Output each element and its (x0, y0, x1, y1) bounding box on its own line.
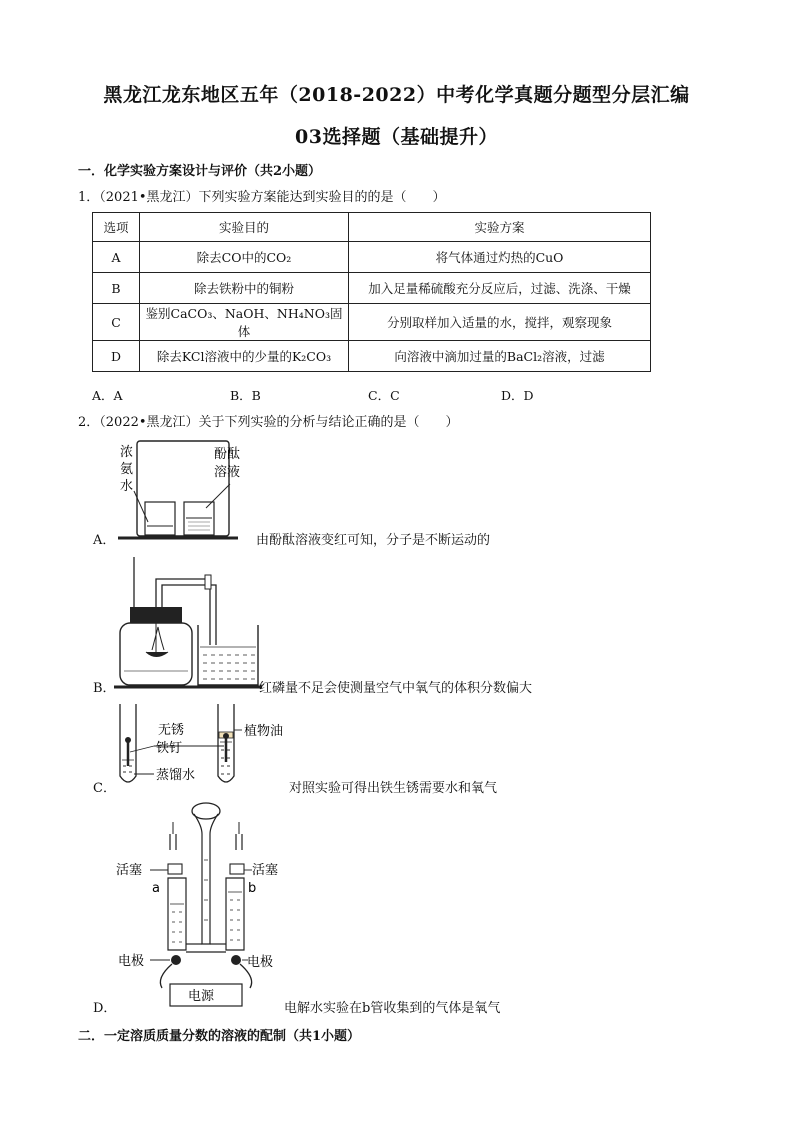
option-d-text: 电解水实验在b管收集到的气体是氧气 (284, 1001, 501, 1016)
label-ammonia-2: 氨 (120, 462, 134, 477)
row-purpose: 除去CO中的CO₂ (140, 242, 349, 273)
table-header-row (93, 213, 651, 242)
label-iron-nail: 铁钉 (156, 741, 183, 756)
label-valve-left: 活塞 (116, 863, 143, 878)
choice-d[interactable]: D．D (501, 388, 534, 403)
option-d-letter[interactable]: D． (93, 1001, 117, 1016)
table-row (93, 304, 651, 341)
choice-a[interactable]: A．A (92, 388, 123, 403)
row-plan: 向溶液中滴加过量的BaCl₂溶液，过滤 (349, 341, 651, 372)
label-power-source: 电源 (188, 989, 215, 1004)
option-b-letter[interactable]: B． (93, 681, 116, 696)
row-option: D (93, 341, 140, 372)
header-plan: 实验方案 (349, 213, 651, 242)
option-b-text: 红磷量不足会使测量空气中氧气的体积分数偏大 (259, 681, 533, 696)
question-1-table (92, 212, 651, 372)
choice-b[interactable]: B．B (230, 388, 261, 403)
table-row (93, 341, 651, 372)
row-purpose: 鉴别CaCO₃、NaOH、NH₄NO₃固体 (140, 304, 349, 341)
label-distilled-water: 蒸馏水 (156, 768, 196, 783)
row-option: C (93, 304, 140, 341)
option-c-letter[interactable]: C． (93, 781, 116, 796)
option-c-text: 对照实验可得出铁生锈需要水和氧气 (289, 781, 498, 796)
label-tube-a: a (152, 881, 160, 896)
option-a-letter[interactable]: A． (93, 533, 116, 548)
label-ammonia-1: 浓 (120, 445, 134, 460)
section-1-heading: 一．化学实验方案设计与评价（共2小题） (78, 164, 322, 179)
header-option: 选项 (93, 213, 140, 242)
row-purpose: 除去铁粉中的铜粉 (140, 273, 349, 304)
row-plan: 分别取样加入适量的水，搅拌，观察现象 (349, 304, 651, 341)
label-no-rust: 无锈 (158, 723, 185, 738)
label-electrode-left: 电极 (118, 954, 145, 969)
row-option: A (93, 242, 140, 273)
doc-title-line2: 03选择题（基础提升） (295, 126, 498, 148)
row-plan: 将气体通过灼热的CuO (349, 242, 651, 273)
label-ammonia-3: 水 (120, 479, 134, 494)
label-phenolphthalein-1: 酚酞 (214, 447, 240, 462)
label-phenolphthalein-2: 溶液 (214, 465, 240, 480)
water-electrolysis-diagram (110, 800, 290, 1015)
doc-title-line1: 黑龙江龙东地区五年（2018-2022）中考化学真题分题型分层汇编 (103, 84, 690, 106)
iron-rust-diagram (110, 700, 300, 792)
phosphorus-combustion-diagram (110, 555, 270, 695)
ammonia-diffusion-diagram (110, 436, 240, 546)
label-electrode-right: 电极 (247, 955, 274, 970)
table-row (93, 273, 651, 304)
section-2-heading: 二．一定溶质质量分数的溶液的配制（共1小题） (78, 1029, 361, 1044)
table-row (93, 242, 651, 273)
question-1-stem: 1．（2021•黑龙江）下列实验方案能达到实验目的的是（ ） (78, 190, 446, 205)
question-2-stem: 2．（2022•黑龙江）关于下列实验的分析与结论正确的是（ ） (78, 415, 459, 430)
row-plan: 加入足量稀硫酸充分反应后，过滤、洗涤、干燥 (349, 273, 651, 304)
label-valve-right: 活塞 (252, 863, 279, 878)
row-purpose: 除去KCl溶液中的少量的K₂CO₃ (140, 341, 349, 372)
header-purpose: 实验目的 (140, 213, 349, 242)
row-option: B (93, 273, 140, 304)
option-a-text: 由酚酞溶液变红可知，分子是不断运动的 (256, 533, 491, 548)
choice-c[interactable]: C．C (368, 388, 400, 403)
label-vegetable-oil: 植物油 (244, 724, 284, 739)
label-tube-b: b (248, 881, 257, 896)
